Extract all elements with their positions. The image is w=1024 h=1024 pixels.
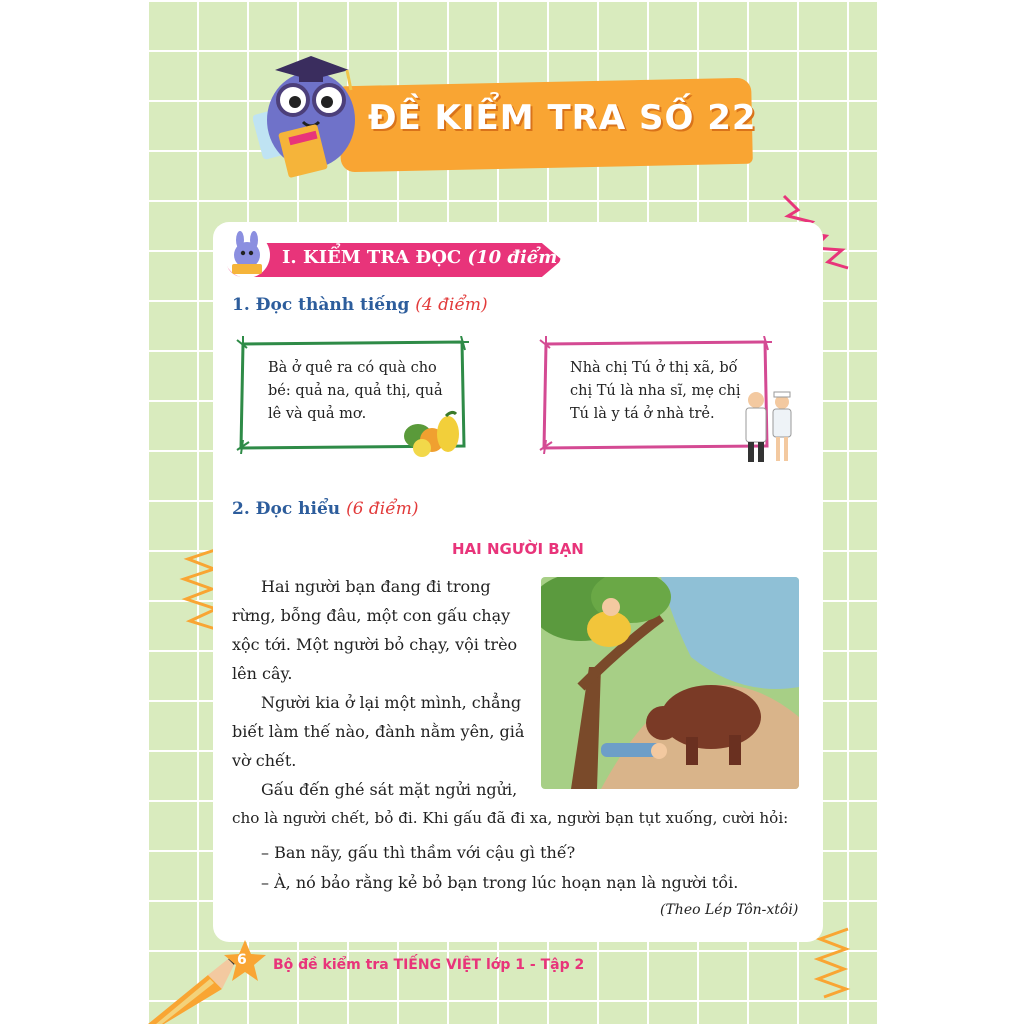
section-heading-points: (10 điểm) — [467, 247, 566, 268]
story-line: Gấu đến ghé sát mặt ngửi ngửi, — [261, 780, 518, 799]
story-line: xộc tới. Một người bỏ chạy, vội trèo — [232, 635, 518, 654]
rabbit-reading-icon — [222, 230, 272, 280]
story-line: rừng, bỗng đâu, một con gấu chạy — [232, 606, 511, 625]
story-line: Người kia ở lại một mình, chẳng — [261, 693, 522, 712]
part1-points: (4 điểm) — [415, 295, 488, 315]
story-source: (Theo Lép Tôn-xtôi) — [660, 902, 799, 918]
fruit-basket-icon — [396, 406, 466, 460]
book-title-footer — [273, 957, 584, 973]
part2-label: 2. Đọc hiểu — [232, 499, 341, 519]
story-line: Hai người bạn đang đi trong — [261, 577, 491, 596]
part2-heading — [232, 499, 418, 519]
story-line: – À, nó bảo rằng kẻ bỏ bạn trong lúc hoạn nạn là người tồi. — [261, 873, 739, 892]
section-heading-label: I. KIỂM TRA ĐỌC — [282, 247, 462, 268]
part2-points: (6 điểm) — [346, 499, 419, 519]
reading-line: Nhà chị Tú ở thị xã, bố — [570, 360, 738, 376]
doctor-nurse-icon — [736, 388, 800, 466]
reading-box-right — [570, 357, 740, 426]
reading-line: chị Tú là nha sĩ, mẹ chị — [570, 383, 741, 399]
section-heading — [282, 247, 566, 277]
part1-heading — [232, 295, 488, 315]
book-title-subject: TIẾNG VIỆT — [393, 957, 482, 973]
story-line: lên cây. — [232, 664, 293, 683]
story-line: cho là người chết, bỏ đi. Khi gấu đã đi xa, người bạn tụt xuống, cười hỏi: — [232, 809, 789, 827]
book-title-grade: lớp 1 - Tập 2 — [481, 957, 585, 973]
bear-story-illustration — [541, 577, 799, 789]
reading-line: Bà ở quê ra có quà cho — [268, 360, 437, 376]
story-title: HAI NGƯỜI BẠN — [452, 540, 584, 558]
reading-line: Tú là y tá ở nhà trẻ. — [570, 406, 715, 422]
page-number: 6 — [237, 952, 247, 968]
part1-label: 1. Đọc thành tiếng — [232, 295, 410, 315]
story-line: vờ chết. — [232, 751, 297, 770]
story-line: – Ban nãy, gấu thì thầm với cậu gì thế? — [261, 843, 576, 862]
reading-line: lê và quả mơ. — [268, 406, 367, 422]
owl-mascot-icon — [253, 50, 373, 180]
story-line: biết làm thế nào, đành nằm yên, giả — [232, 722, 525, 741]
book-title-part: Bộ đề kiểm tra — [273, 957, 394, 973]
reading-line: bé: quả na, quả thị, quả — [268, 383, 443, 399]
page-title: ĐỀ KIỂM TRA SỐ 22 — [368, 98, 757, 138]
